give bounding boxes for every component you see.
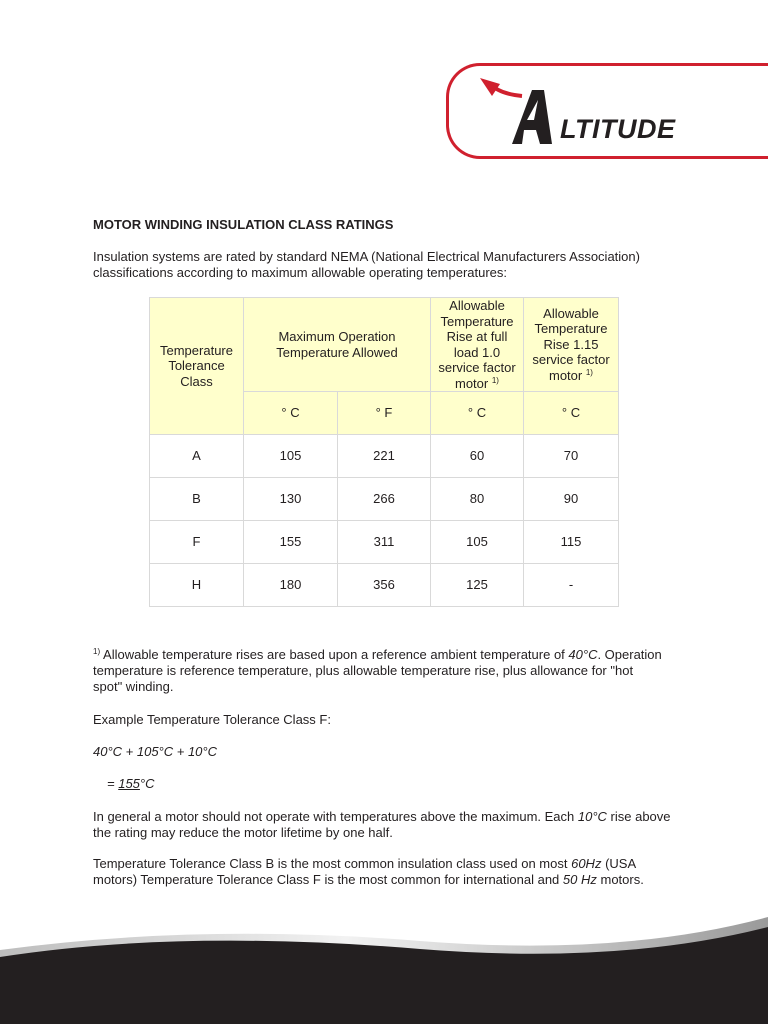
example-result xyxy=(107,776,155,792)
unit-rise1-c: ° C xyxy=(431,392,524,435)
footnote-text-b: . Operation temperature is reference temperature, plus allowable temperature rise, plus allowance for "hot spot" winding. xyxy=(93,647,662,694)
common-hz50: 50 Hz xyxy=(562,872,597,887)
cell-max-c: 130 xyxy=(244,478,338,521)
cell-rise1: 125 xyxy=(431,564,524,607)
cell-rise1: 105 xyxy=(431,521,524,564)
example-result-unit: °C xyxy=(139,776,155,791)
cell-max-c: 105 xyxy=(244,435,338,478)
common-text-c: motors. xyxy=(596,872,644,887)
example-result-prefix: = xyxy=(107,776,119,791)
table-row xyxy=(150,478,619,521)
footnote-text-a: Allowable temperature rises are based upon a reference ambient temperature of xyxy=(100,647,569,662)
cell-class: A xyxy=(150,435,244,478)
cell-rise2: 90 xyxy=(524,478,619,521)
example-formula: 40°C + 105°C + 10°C xyxy=(93,744,218,759)
footer-wave xyxy=(0,905,768,1024)
cell-max-f: 221 xyxy=(338,435,431,478)
cell-max-f: 311 xyxy=(338,521,431,564)
example-title: Example Temperature Tolerance Class F: xyxy=(93,712,331,727)
footnote-paragraph xyxy=(93,647,663,695)
header-rise-115-text: Allowable Temperature Rise 1.15 service factor motor xyxy=(532,305,610,383)
cell-max-c: 155 xyxy=(244,521,338,564)
header-class: Temperature Tolerance Class xyxy=(150,298,244,435)
example-result-value: 155 xyxy=(118,776,140,791)
footnote-temp: 40°C xyxy=(568,647,598,662)
cell-rise1: 80 xyxy=(431,478,524,521)
logo-wordmark: LTITUDE xyxy=(560,114,676,144)
cell-rise2: - xyxy=(524,564,619,607)
common-text-a: Temperature Tolerance Class B is the most common insulation class used on most xyxy=(93,856,572,871)
cell-rise1: 60 xyxy=(431,435,524,478)
altitude-logo-icon xyxy=(470,74,570,154)
general-temp: 10°C xyxy=(577,809,607,824)
intro-paragraph: Insulation systems are rated by standard NEMA (National Electrical Manufacturers Association) classifications according to maximum allowable operating temperatures: xyxy=(93,249,640,280)
table-row xyxy=(150,564,619,607)
general-text-a: In general a motor should not operate with temperatures above the maximum. Each xyxy=(93,809,578,824)
cell-rise2: 115 xyxy=(524,521,619,564)
cell-max-f: 356 xyxy=(338,564,431,607)
general-paragraph xyxy=(93,809,673,841)
common-text-b: (USA motors) Temperature Tolerance Class F is the most common for international and xyxy=(93,856,636,887)
cell-class: F xyxy=(150,521,244,564)
footnote-mark: 1) xyxy=(491,375,499,385)
general-text-b: rise above the rating may reduce the motor lifetime by one half. xyxy=(93,809,671,840)
unit-max-c: ° C xyxy=(244,392,338,435)
cell-class: B xyxy=(150,478,244,521)
page-title: MOTOR WINDING INSULATION CLASS RATINGS xyxy=(93,217,394,232)
cell-max-f: 266 xyxy=(338,478,431,521)
cell-class: H xyxy=(150,564,244,607)
table-row xyxy=(150,435,619,478)
unit-max-f: ° F xyxy=(338,392,431,435)
header-rise-full-load-text: Allowable Temperature Rise at full load 1.0 service factor motor xyxy=(438,298,516,391)
cell-rise2: 70 xyxy=(524,435,619,478)
table-row xyxy=(150,521,619,564)
common-hz60: 60Hz xyxy=(571,856,602,871)
header-rise-115 xyxy=(524,298,619,392)
footnote-mark: 1) xyxy=(585,367,593,377)
insulation-class-table xyxy=(149,297,619,607)
header-rise-full-load xyxy=(431,298,524,392)
header-max-operation: Maximum Operation Temperature Allowed xyxy=(244,298,431,392)
cell-max-c: 180 xyxy=(244,564,338,607)
common-paragraph xyxy=(93,856,683,888)
footnote-mark: 1) xyxy=(93,647,101,656)
unit-rise2-c: ° C xyxy=(524,392,619,435)
